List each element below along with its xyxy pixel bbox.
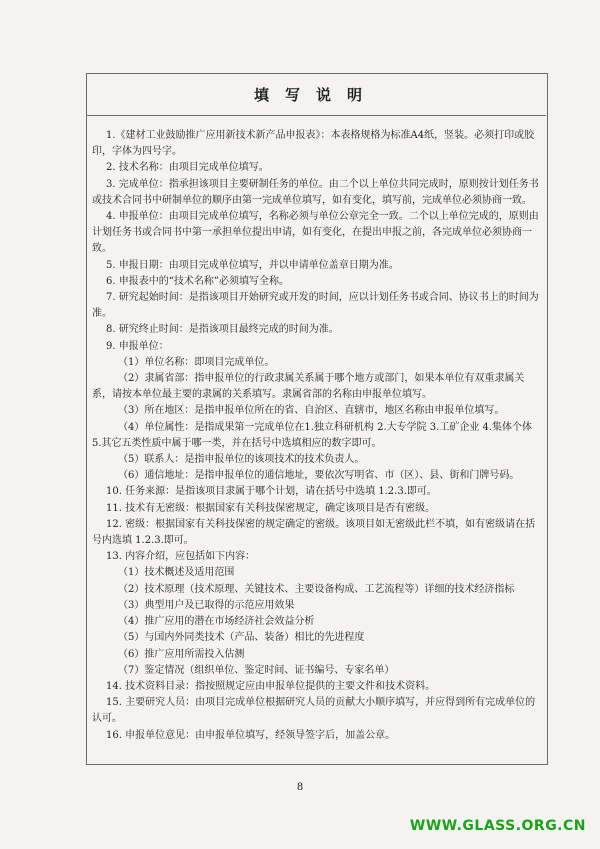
page-title: 填写说明 (253, 86, 378, 104)
instruction-item: 8. 研究终止时间：是指该项目最终完成的时间为准。 (106, 324, 339, 336)
instruction-subitem: （3）典型用户及已取得的示范应用效果 (118, 599, 295, 611)
instructions-body (92, 128, 540, 744)
instruction-item: 3. 完成单位：指承担该项目主要研制任务的单位。由二个以上单位共同完成时，原则按计划任务书或技术合同书中研制单位的顺序由第一完成单位填写，如有变化，填写前，完成单位必须协商一致。 (92, 178, 539, 206)
instruction-item: 4. 申报单位：由项目完成单位填写，名称必须与单位公章完全一致。二个以上单位完成的，原则由计划任务书或合同书中第一承担单位提出申请，如有变化，在提出申报之前，各完成单位必须协商一致。 (92, 211, 539, 255)
instruction-item: 15. 主要研究人员：由项目完成单位根据研究人员的贡献大小顺序填写，并应得到所有完成单位的认可。 (92, 697, 536, 725)
title-row (86, 73, 546, 116)
instruction-item: 16. 申报单位意见：由申报单位填写，经领导签字后，加盖公章。 (106, 729, 396, 741)
instruction-item: 2. 技术名称：由项目完成单位填写。 (106, 162, 269, 174)
instruction-subitem: （2）技术原理（技术原理、关键技术、主要设备构成、工艺流程等）详细的技术经济指标 (118, 583, 515, 595)
instruction-subitem: （6）通信地址：是指申报单位的通信地址，要依次写明省、市（区）、县、街和门牌号码。 (118, 470, 520, 482)
instruction-subitem: （1）技术概述及适用范围 (118, 567, 235, 579)
page-number: 8 (296, 782, 304, 793)
instruction-item: 13. 内容介绍，应包括如下内容： (106, 551, 256, 563)
instruction-subitem: （3）所在地区：是指申报单位所在的省、自治区、直辖市，地区名称由申报单位填写。 (118, 405, 505, 417)
instruction-item: 11. 技术有无密级：根据国家有关科技保密规定，确定该项目是否有密级。 (106, 502, 436, 514)
instruction-item: 12. 密级：根据国家有关科技保密的规定确定的密级。该项目如无密级此栏不填，如有密级请在括号内选填 1.2.3.即可。 (92, 518, 536, 547)
instruction-subitem: （2）隶属省部：指申报单位的行政隶属关系属于哪个地方或部门，如果本单位有双重隶属关系，请按本单位最主要的隶属的关系填写。隶属省部的名称由申报单位填写。 (92, 373, 525, 401)
instruction-subitem: （7）鉴定情况（组织单位、鉴定时间、证书编号、专家名单） (118, 664, 395, 676)
instruction-item: 5. 申报日期：由项目完成单位填写，并以申请单位盖章日期为准。 (106, 259, 399, 271)
instruction-subitem: （5）联系人：是指申报单位的该项技术的技术负责人。 (118, 454, 365, 466)
instruction-item: 1.《建材工业鼓励推广应用新技术新产品申报表》：本表格规格为标准A4纸，竖装。必须打印或胶印，字体为四号字。 (92, 130, 535, 158)
instruction-subitem: （5）与国内外同类技术（产品、装备）相比的先进程度 (118, 632, 365, 644)
instruction-item: 7. 研究起始时间：是指该项目开始研究或开发的时间，应以计划任务书或合同、协议书上的时间为准。 (92, 292, 539, 320)
instruction-item: 14. 技术资料目录：指按照规定应由申报单位提供的主要文件和技术资料。 (106, 680, 436, 692)
site-watermark: WWW.GLASS.ORG.CN (409, 818, 586, 834)
instruction-subitem: （4）单位属性：是指成果第一完成单位在1.独立科研机构 2.大专学院 3.工矿企业 4.集体个体 5.其它五类性质中属于哪一类，并在括号中选填相应的数字即可。 (92, 421, 533, 449)
instruction-item: 9. 申报单位： (106, 340, 169, 352)
instruction-item: 6. 申报表中的“技术名称”必须填写全称。 (106, 275, 289, 287)
instruction-subitem: （6）推广应用所需投入估测 (118, 648, 245, 660)
instruction-item: 10. 任务来源：是指该项目隶属于哪个计划，请在括号中选填 1.2.3.即可。 (106, 486, 437, 498)
instruction-subitem: （1）单位名称：即项目完成单位。 (118, 356, 275, 368)
instruction-subitem: （4）推广应用的潜在市场经济社会效益分析 (118, 616, 315, 628)
